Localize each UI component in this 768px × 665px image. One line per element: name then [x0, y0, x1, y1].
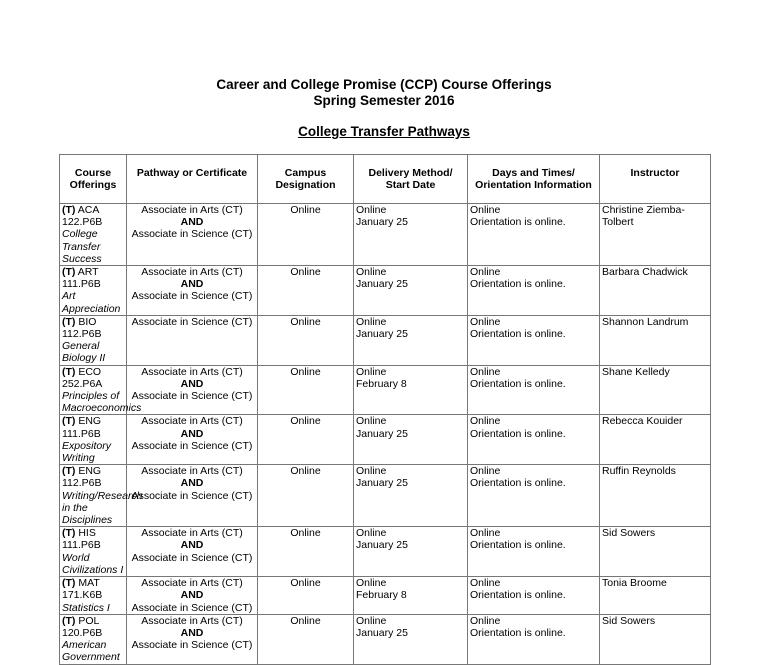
table-header-row [60, 155, 711, 204]
course-name: Writing/Research in the Disciplines [62, 489, 143, 527]
orientation-info: Orientation is online. [470, 539, 566, 552]
pathway-primary: Associate in Science (CT) [131, 315, 253, 328]
instructor-cell: Sid Sowers [600, 614, 711, 664]
delivery-method: Online [356, 527, 387, 540]
pathway-and: AND [180, 216, 204, 229]
days-cell [468, 315, 600, 365]
course-name: Expository Writing [62, 439, 112, 465]
course-name: American Government [62, 639, 120, 664]
pathway-cell [127, 266, 258, 316]
start-date: January 25 [356, 328, 408, 341]
table-row [60, 266, 711, 316]
course-cell [60, 415, 127, 465]
course-prefix: (T) [62, 577, 76, 590]
orientation-info: Orientation is online. [470, 328, 566, 341]
course-prefix: (T) [62, 415, 76, 428]
course-cell [60, 577, 127, 615]
days-value: Online [470, 266, 501, 279]
delivery-cell [354, 465, 468, 527]
pathway-and: AND [180, 278, 204, 291]
column-header-pathway: Pathway or Certificate [127, 155, 258, 204]
days-cell [468, 266, 600, 316]
course-cell [60, 204, 127, 266]
campus-cell: Online [258, 614, 354, 664]
page-subtitle: Spring Semester 2016 [313, 93, 455, 108]
orientation-info: Orientation is online. [470, 216, 566, 229]
column-header-days: Days and Times/ Orientation Information [468, 155, 600, 204]
delivery-cell [354, 315, 468, 365]
course-table [59, 154, 711, 665]
pathway-secondary: Associate in Science (CT) [131, 551, 253, 564]
course-code: MAT 171.K6B [62, 577, 103, 602]
days-value: Online [470, 614, 501, 627]
days-value: Online [470, 465, 501, 478]
days-value: Online [470, 365, 501, 378]
start-date: February 8 [356, 589, 407, 602]
days-value: Online [470, 415, 501, 428]
table-row [60, 614, 711, 664]
column-header-course: Course Offerings [60, 155, 127, 204]
pathway-and: AND [180, 589, 204, 602]
days-cell [468, 365, 600, 415]
orientation-info: Orientation is online. [470, 427, 566, 440]
delivery-method: Online [356, 465, 387, 478]
course-cell [60, 465, 143, 527]
pathway-primary: Associate in Arts (CT) [141, 465, 243, 478]
delivery-cell [354, 204, 468, 266]
pathway-cell [127, 415, 258, 465]
delivery-cell [354, 527, 468, 577]
days-value: Online [470, 315, 501, 328]
pathway-secondary: Associate in Science (CT) [131, 439, 253, 452]
campus-cell: Online [258, 577, 354, 615]
course-code: ACA 122.P6B [62, 204, 103, 229]
campus-cell: Online [258, 315, 354, 365]
course-prefix: (T) [62, 465, 76, 478]
days-cell [468, 614, 600, 664]
campus-cell: Online [258, 527, 354, 577]
start-date: January 25 [356, 427, 408, 440]
course-name: Art Appreciation [62, 290, 121, 315]
course-cell [60, 315, 127, 365]
pathway-primary: Associate in Arts (CT) [141, 527, 243, 540]
pathway-primary: Associate in Arts (CT) [141, 415, 243, 428]
course-cell [60, 266, 127, 316]
course-code: BIO 112.P6B [62, 315, 102, 341]
delivery-method: Online [356, 204, 387, 216]
delivery-method: Online [356, 577, 387, 590]
instructor-cell: Christine Ziemba-Tolbert [600, 204, 711, 266]
days-cell [468, 415, 600, 465]
course-prefix: (T) [62, 315, 76, 328]
start-date: January 25 [356, 626, 408, 639]
course-code: ECO 252.P6A [62, 365, 103, 390]
pathway-cell [127, 365, 258, 415]
instructor-cell: Sid Sowers [600, 527, 711, 577]
course-prefix: (T) [62, 365, 76, 378]
course-code: HIS 111.P6B [62, 527, 101, 552]
pathway-and: AND [180, 539, 204, 552]
days-cell [468, 465, 600, 527]
start-date: February 8 [356, 377, 407, 390]
delivery-method: Online [356, 614, 387, 627]
campus-cell: Online [258, 465, 354, 527]
course-prefix: (T) [62, 614, 76, 627]
page-title: Career and College Promise (CCP) Course Offerings [216, 77, 552, 92]
days-value: Online [470, 527, 501, 540]
course-code: ENG 111.P6B [62, 415, 102, 440]
section-heading: College Transfer Pathways [298, 124, 470, 139]
delivery-method: Online [356, 415, 387, 428]
course-code: ART 111.P6B [62, 266, 101, 291]
instructor-cell: Ruffin Reynolds [600, 465, 711, 527]
campus-cell: Online [258, 204, 354, 266]
course-name: College Transfer Success [62, 228, 102, 265]
delivery-method: Online [356, 315, 387, 328]
delivery-cell [354, 415, 468, 465]
course-code: POL 120.P6B [62, 614, 103, 639]
campus-cell: Online [258, 365, 354, 415]
column-header-delivery: Delivery Method/ Start Date [354, 155, 468, 204]
table-row [60, 315, 711, 365]
campus-cell: Online [258, 266, 354, 316]
days-cell [468, 527, 600, 577]
days-cell [468, 577, 600, 615]
orientation-info: Orientation is online. [470, 278, 566, 291]
start-date: January 25 [356, 539, 408, 552]
course-name: Principles of Macroeconomics [62, 390, 142, 415]
instructor-cell: Shannon Landrum [600, 315, 711, 365]
table-row [60, 527, 711, 577]
pathway-secondary: Associate in Science (CT) [131, 228, 253, 241]
table-row [60, 577, 711, 615]
pathway-primary: Associate in Arts (CT) [141, 577, 243, 590]
pathway-cell [127, 577, 258, 615]
start-date: January 25 [356, 216, 408, 229]
course-name: General Biology II [62, 340, 106, 365]
orientation-info: Orientation is online. [470, 626, 566, 639]
table-row [60, 415, 711, 465]
column-header-campus: Campus Designation [258, 155, 354, 204]
table-row [60, 365, 711, 415]
pathway-primary: Associate in Arts (CT) [141, 365, 243, 378]
delivery-method: Online [356, 266, 387, 279]
pathway-cell [127, 315, 258, 365]
pathway-and: AND [180, 477, 204, 490]
pathway-secondary: Associate in Science (CT) [131, 639, 253, 652]
instructor-cell: Barbara Chadwick [600, 266, 711, 316]
orientation-info: Orientation is online. [470, 377, 566, 390]
delivery-cell [354, 365, 468, 415]
pathway-primary: Associate in Arts (CT) [141, 614, 243, 627]
orientation-info: Orientation is online. [470, 589, 566, 602]
days-value: Online [470, 577, 501, 590]
pathway-cell [127, 614, 258, 664]
days-cell [468, 204, 600, 266]
course-prefix: (T) [62, 204, 76, 216]
campus-cell: Online [258, 415, 354, 465]
pathway-primary: Associate in Arts (CT) [141, 204, 243, 216]
course-name: World Civilizations I [62, 551, 124, 576]
pathway-secondary: Associate in Science (CT) [131, 290, 253, 303]
course-cell [60, 365, 142, 415]
start-date: January 25 [356, 477, 408, 490]
pathway-primary: Associate in Arts (CT) [141, 266, 243, 279]
orientation-info: Orientation is online. [470, 477, 566, 490]
pathway-cell [127, 204, 258, 266]
table-row [60, 204, 711, 266]
delivery-cell [354, 266, 468, 316]
delivery-cell [354, 577, 468, 615]
instructor-cell: Shane Kelledy [600, 365, 711, 415]
pathway-and: AND [180, 377, 204, 390]
pathway-and: AND [180, 626, 204, 639]
delivery-method: Online [356, 365, 387, 378]
start-date: January 25 [356, 278, 408, 291]
pathway-cell [127, 527, 258, 577]
pathway-secondary: Associate in Science (CT) [131, 601, 253, 614]
course-name: Statistics I [62, 601, 110, 614]
course-cell [60, 614, 127, 664]
pathway-cell [127, 465, 258, 527]
days-value: Online [470, 204, 501, 216]
table-row [60, 465, 711, 527]
delivery-cell [354, 614, 468, 664]
course-prefix: (T) [62, 527, 76, 540]
pathway-secondary: Associate in Science (CT) [131, 390, 253, 403]
instructor-cell: Rebecca Kouider [600, 415, 711, 465]
course-prefix: (T) [62, 266, 76, 279]
pathway-and: AND [180, 427, 204, 440]
course-cell [60, 527, 127, 577]
pathway-secondary: Associate in Science (CT) [131, 489, 253, 502]
course-code: ENG 112.P6B [62, 465, 102, 490]
column-header-instructor: Instructor [600, 155, 711, 204]
instructor-cell: Tonia Broome [600, 577, 711, 615]
